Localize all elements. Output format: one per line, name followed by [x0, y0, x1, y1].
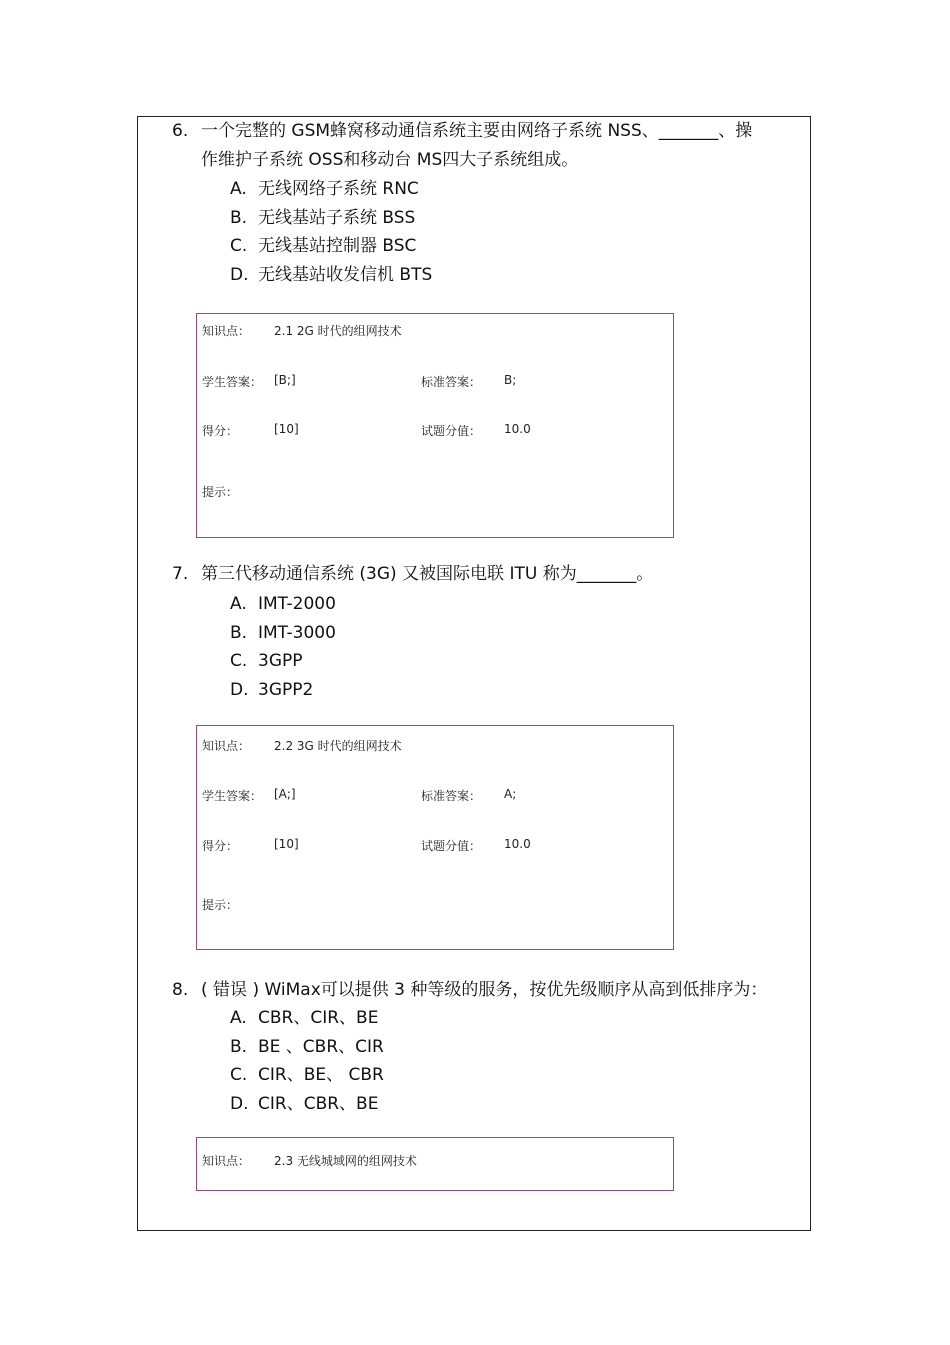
- option-d[interactable]: [230, 676, 313, 705]
- option-letter: D.: [230, 680, 249, 700]
- option-a[interactable]: [230, 590, 336, 619]
- question-number: 8.: [172, 980, 189, 1000]
- points-value: 10.0: [504, 837, 531, 851]
- student-answer-value: [A;]: [274, 787, 296, 801]
- answer-info-box: [196, 313, 674, 538]
- option-a[interactable]: [230, 175, 419, 204]
- knowledge-label: 知识点：: [202, 324, 251, 338]
- points-value: 10.0: [504, 422, 531, 436]
- option-c[interactable]: [230, 1061, 384, 1090]
- score-value: [10]: [274, 422, 299, 436]
- answer-info-box: [196, 1137, 674, 1191]
- question-number: 6.: [172, 121, 189, 141]
- score-label: 得分：: [202, 839, 239, 853]
- option-d[interactable]: [230, 1090, 378, 1119]
- hint-label: 提示：: [202, 485, 239, 499]
- knowledge-value: 2.2 3G 时代的组网技术: [274, 739, 402, 753]
- answer-info-box: [196, 725, 674, 950]
- score-label: 得分：: [202, 424, 239, 438]
- points-label: 试题分值：: [421, 839, 482, 853]
- question-text-line1: ( 错误 ) WiMax可以提供 3 种等级的服务，按优先级顺序从高到低排序为：: [201, 980, 768, 1000]
- standard-answer-label: 标准答案：: [421, 789, 482, 803]
- option-letter: C.: [230, 1065, 248, 1085]
- student-answer-label: 学生答案：: [202, 789, 263, 803]
- option-text: 3GPP: [258, 651, 303, 671]
- question-text-line1: 第三代移动通信系统 (3G) 又被国际电联 ITU 称为_______。: [201, 564, 654, 584]
- hint-label: 提示：: [202, 898, 239, 912]
- option-letter: B.: [230, 208, 248, 228]
- question-text-line1: 一个完整的 GSM蜂窝移动通信系统主要由网络子系统 NSS、_______、操: [201, 121, 753, 141]
- option-b[interactable]: [230, 1033, 384, 1062]
- option-c[interactable]: [230, 647, 303, 676]
- option-letter: B.: [230, 1037, 248, 1057]
- option-b[interactable]: [230, 204, 415, 233]
- option-letter: C.: [230, 236, 248, 256]
- option-text: 无线网络子系统 RNC: [258, 179, 419, 199]
- option-letter: A.: [230, 1008, 247, 1028]
- standard-answer-label: 标准答案：: [421, 375, 482, 389]
- option-d[interactable]: [230, 261, 432, 290]
- points-label: 试题分值：: [421, 424, 482, 438]
- option-c[interactable]: [230, 232, 416, 261]
- option-letter: A.: [230, 594, 247, 614]
- option-letter: D.: [230, 265, 249, 285]
- option-text: CIR、CBR、BE: [258, 1094, 379, 1114]
- option-a[interactable]: [230, 1004, 378, 1033]
- option-text: CBR、CIR、BE: [258, 1008, 379, 1028]
- student-answer-label: 学生答案：: [202, 375, 263, 389]
- question-number: 7.: [172, 564, 189, 584]
- standard-answer-value: A;: [504, 787, 517, 801]
- option-text: BE 、CBR、CIR: [258, 1037, 384, 1057]
- option-b[interactable]: [230, 619, 336, 648]
- knowledge-label: 知识点：: [202, 739, 251, 753]
- option-letter: A.: [230, 179, 247, 199]
- option-text: IMT-3000: [258, 623, 336, 643]
- option-letter: D.: [230, 1094, 249, 1114]
- knowledge-value: 2.3 无线城域网的组网技术: [274, 1154, 417, 1168]
- option-letter: B.: [230, 623, 248, 643]
- knowledge-label: 知识点：: [202, 1154, 251, 1168]
- student-answer-value: [B;]: [274, 373, 296, 387]
- option-text: 无线基站子系统 BSS: [258, 208, 416, 228]
- option-text: 无线基站收发信机 BTS: [258, 265, 433, 285]
- option-letter: C.: [230, 651, 248, 671]
- score-value: [10]: [274, 837, 299, 851]
- option-text: 无线基站控制器 BSC: [258, 236, 417, 256]
- question-text-line2: 作维护子系统 OSS和移动台 MS四大子系统组成。: [201, 150, 579, 170]
- option-text: IMT-2000: [258, 594, 336, 614]
- option-text: 3GPP2: [258, 680, 314, 700]
- knowledge-value: 2.1 2G 时代的组网技术: [274, 324, 402, 338]
- standard-answer-value: B;: [504, 373, 517, 387]
- option-text: CIR、BE、 CBR: [258, 1065, 384, 1085]
